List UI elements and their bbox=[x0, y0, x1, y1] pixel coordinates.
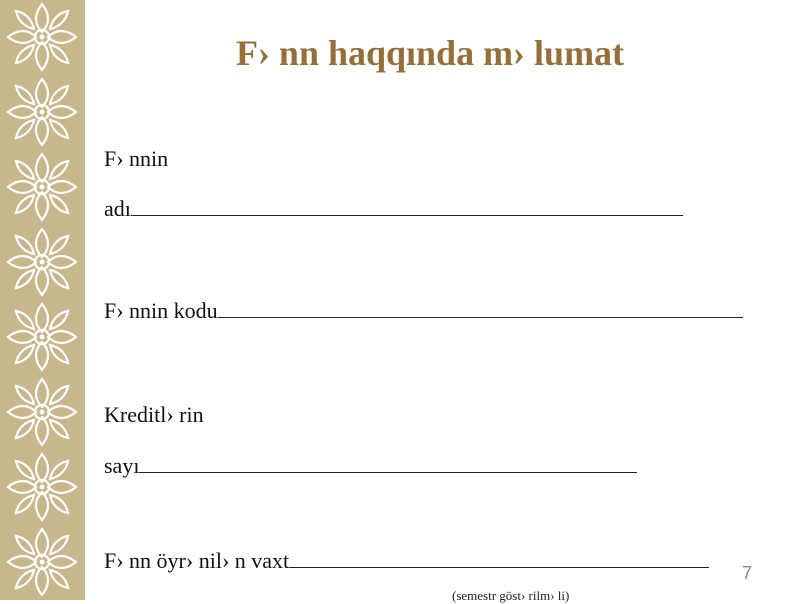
study-time-row bbox=[104, 547, 709, 574]
floral-ornament-icon bbox=[4, 150, 80, 224]
study-time-label: F› nn öyr› nil› n vaxt bbox=[104, 548, 290, 573]
credits-label-line1: Kreditl› rin bbox=[104, 402, 204, 427]
credits-label-line2: sayı bbox=[104, 453, 140, 478]
floral-ornament-icon bbox=[4, 525, 80, 599]
decorative-sidebar bbox=[0, 0, 85, 600]
course-code-blank-line[interactable] bbox=[218, 297, 743, 318]
semester-note: (semestr göst› rilm› li) bbox=[452, 588, 570, 603]
page-number: 7 bbox=[741, 563, 752, 583]
course-name-label-line2: adı bbox=[104, 196, 131, 221]
credits-blank-line[interactable] bbox=[139, 452, 637, 473]
course-name-label-line1: F› nnin bbox=[104, 146, 169, 171]
floral-ornament-icon bbox=[4, 225, 80, 299]
floral-ornament-icon bbox=[4, 300, 80, 374]
floral-ornament-icon bbox=[4, 75, 80, 149]
course-code-label: F› nnin kodu bbox=[104, 298, 218, 323]
floral-ornament-icon bbox=[4, 0, 80, 74]
floral-ornament-icon bbox=[4, 375, 80, 449]
page-title: F› nn haqqında m› lumat bbox=[235, 33, 625, 73]
course-code-row bbox=[104, 297, 743, 324]
credits-row bbox=[104, 452, 637, 479]
course-name-row bbox=[104, 195, 683, 222]
study-time-blank-line[interactable] bbox=[289, 547, 709, 568]
floral-ornament-icon bbox=[4, 450, 80, 524]
course-name-blank-line[interactable] bbox=[131, 195, 683, 216]
